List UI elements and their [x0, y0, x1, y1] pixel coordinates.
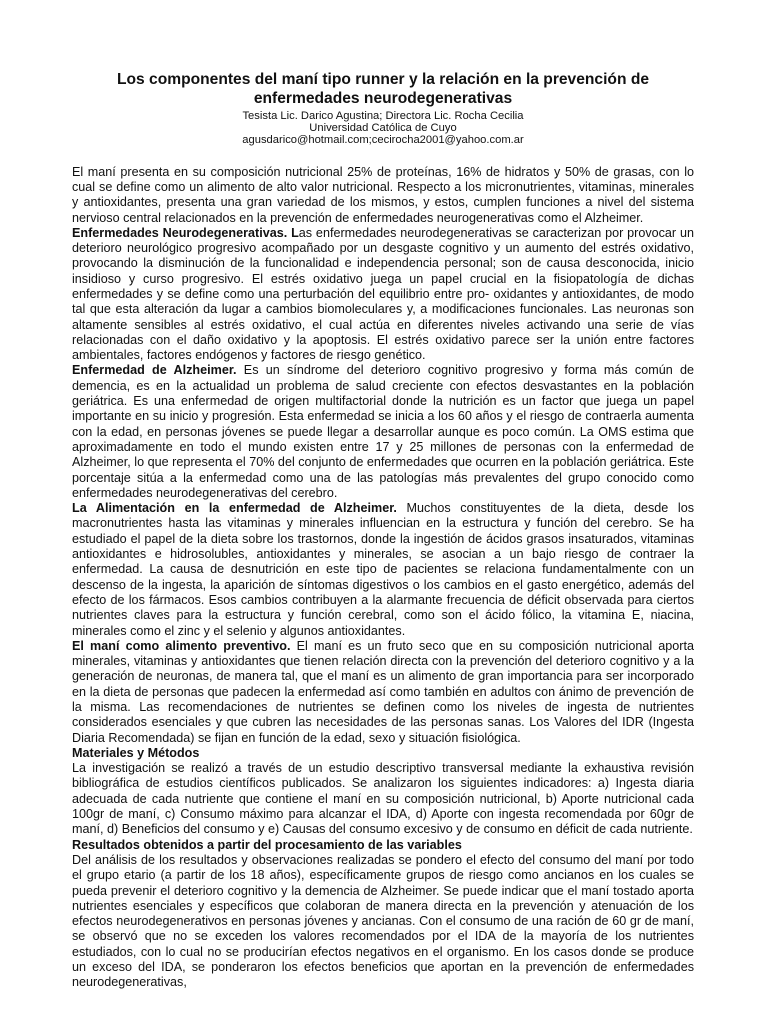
- section-heading: Enfermedades Neurodegenerativas. L: [72, 225, 299, 240]
- contact-emails: agusdarico@hotmail.com;cecirocha2001@yahoo.com.ar: [242, 134, 524, 147]
- section-peanut-preventive: [72, 639, 694, 746]
- section-neurodegenerative: [72, 226, 694, 364]
- section-results-text: Del análisis de los resultados y observaciones realizadas se pondero el efecto del consumo del maní por todo el grupo etario (a partir de los 18 años), específicamente grupos de riesgo como ancianos en los cuales se pueda prevenir el deterioro cognitivo y la demencia de Alzheimer. Se puede indicar que el maní tostado aporta nutrientes esenciales y específicos que colaboran de manera directa en la prevención y atenuación de los efectos neurodegenerativos en personas jóvenes y ancianas. Con el consumo de una ración de 60 gr de maní, se observó que no se exceden los valores recomendados por el IDA de la mayoría de los nutrientes estudiados, con lo cual no se producirían efectos negativos en el organismo. En los casos donde se produce un exceso del IDA, se ponderaron los efectos beneficios que aportan en la prevención de enfermedades neurodegenerativas,: [72, 852, 694, 990]
- intro-paragraph: El maní presenta en su composición nutricional 25% de proteínas, 16% de hidratos y 50% de grasas, con lo cual se define como un alimento de alto valor nutricional. Respecto a los micronutrientes, vitaminas, minerales y antioxidantes, presenta una gran variedad de los mismos, y estos, cumplen funciones a nivel del sistema nervioso central relacionados en la prevención de enfermedades neurogenerativas como el Alzheimer.: [72, 164, 694, 225]
- section-heading: La Alimentación en la enfermedad de Alzheimer.: [72, 501, 397, 516]
- section-methods-text: La investigación se realizó a través de un estudio descriptivo transversal mediante la exhaustiva revisión bibliográfica de estudios científicos publicados. Se analizaron los siguientes indicadores: a) Ingesta diaria adecuada de cada nutriente que contiene el maní en su composición nutricional, b) Aporte nutricional cada 100gr de maní, c) Consumo máximo para alcanzar el IDA, d) Aporte con ingesta recomendada por 60gr de maní, d) Beneficios del consumo y e) Causas del consumo excesivo y de consumo en déficit de cada nutriente.: [72, 761, 694, 837]
- section-diet: [72, 501, 694, 639]
- section-heading-results: Resultados obtenidos a partir del procesamiento de las variables: [72, 837, 462, 852]
- paper-title: Los componentes del maní tipo runner y la relación en la prevención de enfermedades neurodegenerativas: [116, 71, 650, 107]
- authors: Tesista Lic. Darico Agustina; Directora Lic. Rocha Cecilia: [242, 110, 524, 122]
- section-heading: Enfermedad de Alzheimer.: [72, 363, 237, 378]
- section-text: Es un síndrome del deterioro cognitivo progresivo y forma más común de demencia, es en la actualidad un problema de salud creciente con efectos desvastantes en la población geriátrica. Es una enfermedad de origen multifactorial donde la nutrición es un factor que juega un papel importante en su inicio y progresión. Esta enfermedad se inicia a los 60 años y el riesgo de contraerla aumenta con la edad, en personas jóvenes se puede llegar a desarrollar aunque es poco común. La OMS estima que aproximadamente en todo el mundo existen entre 17 y 25 millones de personas con la enfermedad de Alzheimer, lo que representa el 70% del conjunto de enfermedades que ocurren en la población geriátrica. Este porcentaje sitúa a la enfermedad como una de las patologías más prevalentes del grupo conocido como enfermedades neurodegenerativas del cerebro.: [72, 363, 694, 500]
- section-text: as enfermedades neurodegenerativas se caracterizan por provocar un deterioro neurológico progresivo acompañado por un desgaste cognitivo y un aumento del estrés oxidativo, provocando la disminución de la funcionalidad e independencia personal; son de causa desconocida, inicio insidioso y curso progresivo. El estrés oxidativo juega un papel crucial en la fisiopatología de dichas enfermedades y se define como una perturbación del equilibrio entre pro- oxidantes y antioxidantes, de modo tal que esta alteración da lugar a cambios biomoleculares y, a modificaciones funcionales. Las neuronas son altamente sensibles al estrés oxidativo, el cual actúa en diferentes niveles activando una serie de vías relacionadas con el daño oxidativo y la apoptosis. El estrés oxidativo parece ser la unión entre factores ambientales, factores endógenos y factores de riesgo genético.: [72, 225, 694, 363]
- paper-body: [72, 165, 694, 991]
- section-heading-methods: Materiales y Métodos: [72, 745, 200, 760]
- section-text: El maní es un fruto seco que en su composición nutricional aporta minerales, vitaminas y antioxidantes que tienen relación directa con la prevención del deterioro cognitivo y a la generación de neuronas, de manera tal, que el maní es un alimento de gran importancia para ser incorporado en la dieta de personas que padecen la enfermedad así como también en adultos con ánimo de prevención de la misma. Las recomendaciones de nutrientes se definen como los niveles de ingesta de nutrientes considerados esenciales y que cubren las necesidades de las personas sanas. Los Valores del IDR (Ingesta Diaria Recomendada) se fijan en función de la edad, sexo y situación fisiológica.: [72, 638, 694, 745]
- section-heading: El maní como alimento preventivo.: [72, 638, 291, 653]
- institution: Universidad Católica de Cuyo: [309, 122, 457, 135]
- section-alzheimer: [72, 363, 694, 501]
- section-text: Muchos constituyentes de la dieta, desde los macronutrientes hasta las vitaminas y minerales influencian en la estructura y función del cerebro. Se ha estudiado el papel de la dieta sobre los trastornos, donde la ingestión de ácidos grasos insaturados, vitaminas antioxidantes e hidrosolubles, antioxidantes y minerales, se asocian a un bajo riesgo de contraer la enfermedad. La causa de desnutrición en este tipo de pacientes se relaciona fundamentalmente con un descenso de la ingesta, la aparición de síntomas digestivos o los cambios en el gasto energético, además del efecto de los fármacos. Esos cambios contribuyen a la alarmante frecuencia de déficit observada para ciertos nutrientes claves para la estructura y función cerebral, como son el ácido fólico, la vitamina E, niacina, minerales como el zinc y el selenio y algunos antioxidantes.: [72, 501, 694, 638]
